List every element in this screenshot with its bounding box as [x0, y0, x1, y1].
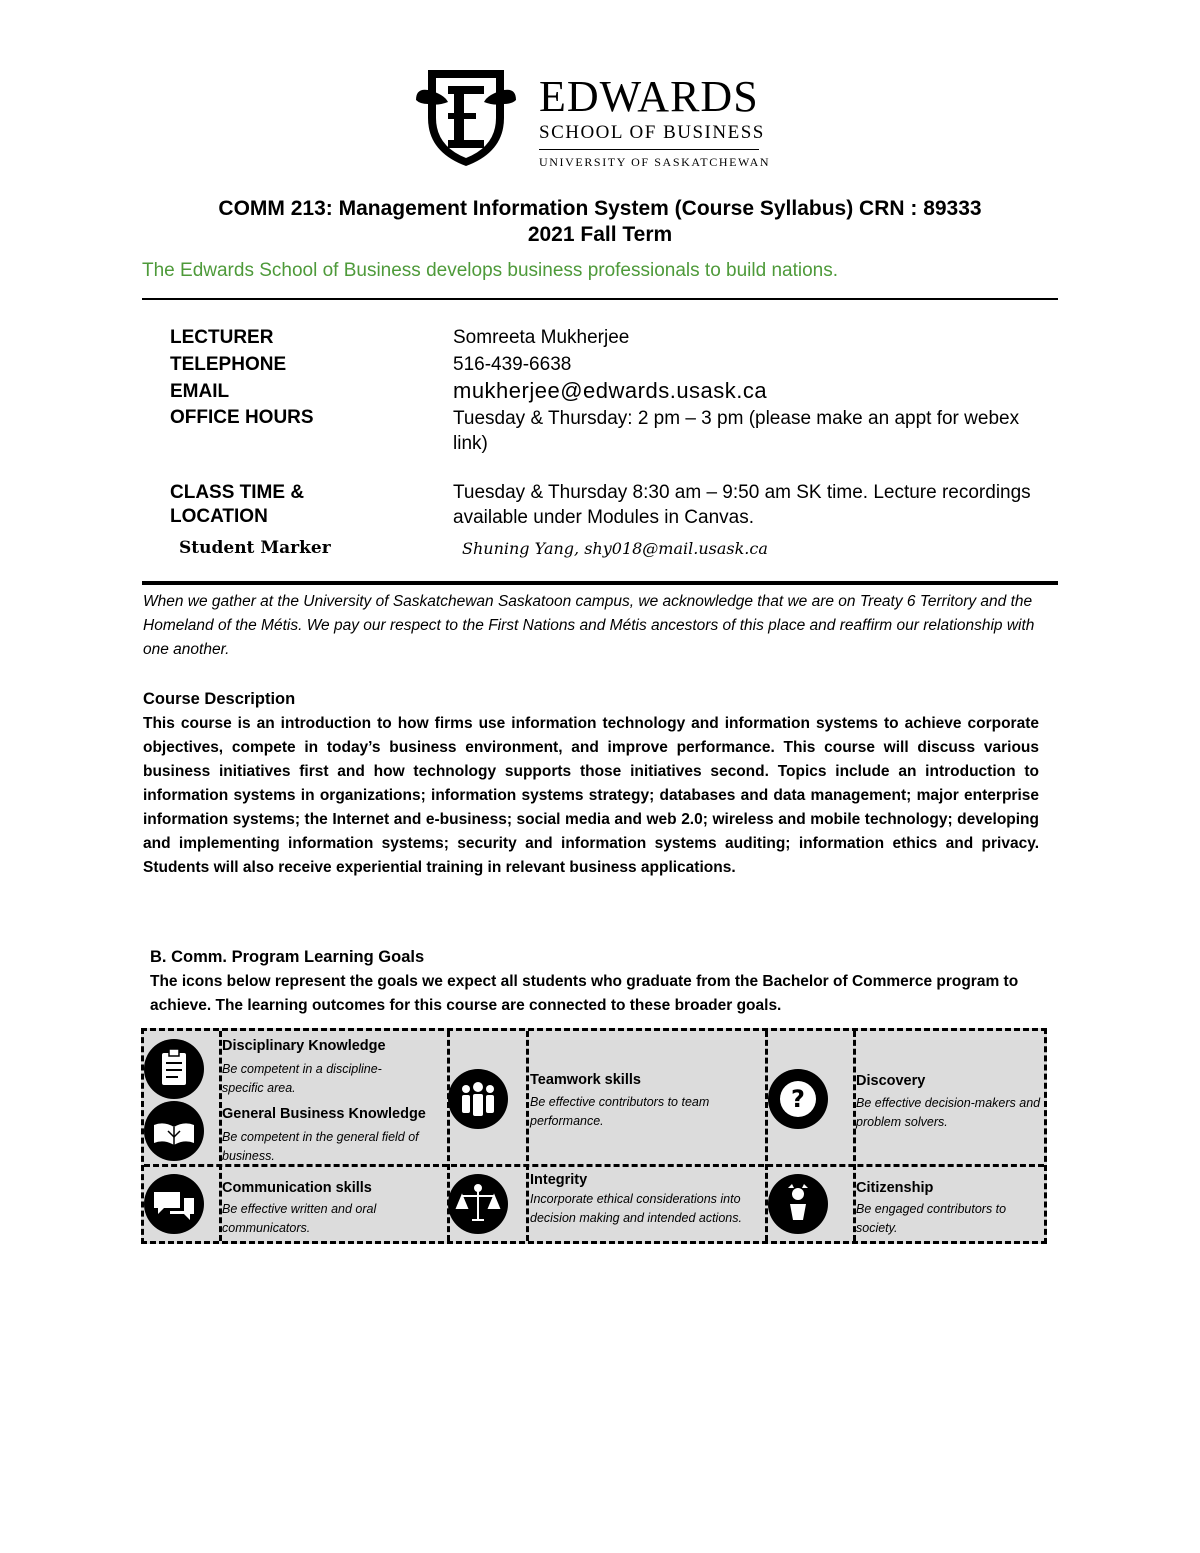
table-divider	[526, 1031, 529, 1241]
goal-title: Integrity	[530, 1172, 588, 1188]
goal-description: Be competent in the general field of business.	[222, 1130, 419, 1163]
mission-statement: The Edwards School of Business develops business professionals to build nations.	[142, 260, 839, 281]
logo-school: SCHOOL OF BUSINESS	[539, 122, 765, 143]
course-title: COMM 213: Management Information System (Course Syllabus) CRN : 89333	[218, 197, 982, 220]
scales-icon	[448, 1174, 508, 1234]
email-label: EMAIL	[170, 381, 230, 402]
course-description-text: This course is an introduction to how firms use information technology and information systems to achieve corporate objectives, compete in today’s business environment, and improve performance. This course will discuss various business initiatives first and how technology supports those initiatives second. Topics include an introduction to information systems in organizations; information systems strategy; databases and data management; major enterprise information systems; the Internet and e-business; social media and web 2.0; wireless and mobile technology; developing and implementing information systems; security and information systems auditing; information ethics and privacy. Students will also receive experiential training in relevant business applications.	[143, 715, 1039, 876]
learning-goals-heading: B. Comm. Program Learning Goals	[150, 948, 425, 966]
goal-description: Be effective contributors to team performance.	[530, 1095, 710, 1128]
goal-description: Incorporate ethical considerations into decision making and intended actions.	[530, 1192, 742, 1225]
learning-goals-table	[141, 1028, 1047, 1244]
land-acknowledgement: When we gather at the University of Saskatchewan Saskatoon campus, we acknowledge that we are on Treaty 6 Territory and the Homeland of the Métis. We pay our respect to the First Nations and Métis ancestors of this place and reaffirm our relationship with one another.	[143, 593, 1035, 658]
speech-bubbles-icon	[144, 1174, 204, 1234]
student-marker-label: Student Marker	[179, 538, 331, 558]
goal-title: Citizenship	[856, 1180, 934, 1196]
telephone-label: TELEPHONE	[170, 354, 287, 375]
logo-university: UNIVERSITY OF SASKATCHEWAN	[539, 155, 771, 169]
logo-divider	[539, 149, 759, 150]
goal-description: Be engaged contributors to society.	[856, 1202, 1007, 1235]
header-divider	[142, 298, 1058, 300]
clipboard-icon	[144, 1039, 204, 1099]
telephone-value: 516-439-6638	[453, 354, 572, 375]
class-time-label-line2: LOCATION	[170, 506, 268, 527]
logo-name: EDWARDS	[539, 72, 759, 121]
lecturer-value: Somreeta Mukherjee	[453, 327, 630, 348]
edwards-shield-logo-icon	[414, 68, 518, 168]
lecturer-label: LECTURER	[170, 327, 274, 348]
goal-description: Be effective decision-makers and problem solvers.	[856, 1096, 1041, 1129]
citizen-icon	[768, 1174, 828, 1234]
class-time-label-line1: CLASS TIME &	[170, 482, 305, 503]
open-book-icon	[144, 1101, 204, 1161]
edwards-logo	[414, 68, 774, 172]
course-description-heading: Course Description	[143, 690, 296, 708]
team-icon	[448, 1069, 508, 1129]
email-value[interactable]: mukherjee@edwards.usask.ca	[453, 378, 768, 403]
course-term: 2021 Fall Term	[527, 223, 673, 246]
class-time-value: Tuesday & Thursday 8:30 am – 9:50 am SK time. Lecture recordings available under Modules in Canvas.	[453, 482, 1031, 528]
question-icon	[768, 1069, 828, 1129]
svg-text:?: ?	[791, 1085, 805, 1113]
info-divider	[142, 581, 1058, 585]
goal-description: Be effective written and oral communicators.	[222, 1202, 377, 1235]
goal-description: Be competent in a discipline-specific area.	[222, 1062, 382, 1095]
student-marker-value: Shuning Yang, shy018@mail.usask.ca	[462, 539, 768, 558]
learning-goals-intro: The icons below represent the goals we expect all students who graduate from the Bachelor of Commerce program to achieve. The learning outcomes for this course are connected to these broader goals.	[150, 973, 1019, 1014]
goal-title: Disciplinary Knowledge	[222, 1038, 386, 1054]
goal-title: Communication skills	[222, 1180, 372, 1196]
goal-title: General Business Knowledge	[222, 1106, 426, 1122]
goal-title: Discovery	[856, 1073, 926, 1089]
goal-title: Teamwork skills	[530, 1072, 641, 1088]
office-hours-value: Tuesday & Thursday: 2 pm – 3 pm (please make an appt for webex link)	[453, 408, 1020, 454]
office-hours-label: OFFICE HOURS	[170, 407, 314, 428]
